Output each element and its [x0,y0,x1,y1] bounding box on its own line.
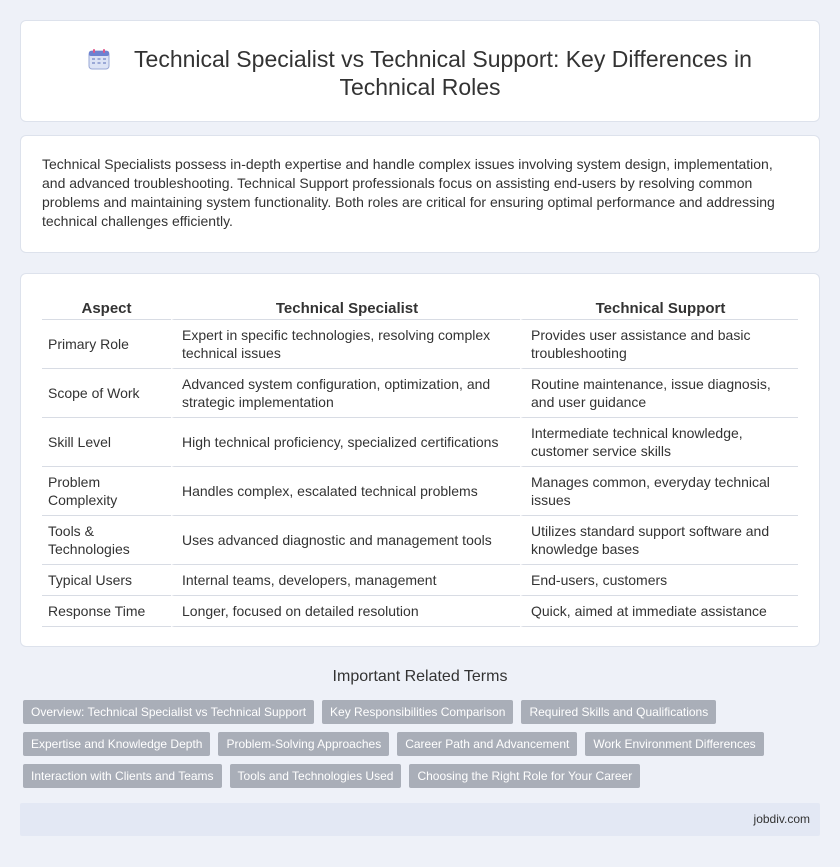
tag-row [23,700,803,724]
table-cell-aspect: Problem Complexity [42,467,171,516]
column-header-aspect: Aspect [42,296,171,320]
table-cell-aspect: Tools & Technologies [42,516,171,565]
comparison-table-card [20,273,820,647]
related-term-tag[interactable]: Problem-Solving Approaches [218,732,389,756]
table-row [42,320,798,369]
table-cell-specialist: Advanced system configuration, optimization, and strategic implementation [171,369,520,418]
table-cell-specialist: High technical proficiency, specialized certifications [171,418,520,467]
related-term-tag[interactable]: Career Path and Advancement [397,732,577,756]
table-cell-specialist: Internal teams, developers, management [171,565,520,596]
table-cell-aspect: Response Time [42,596,171,627]
related-term-tag[interactable]: Choosing the Right Role for Your Career [409,764,640,788]
table-row [42,418,798,467]
related-term-tag[interactable]: Work Environment Differences [585,732,763,756]
table-cell-support: Provides user assistance and basic troubleshooting [520,320,798,369]
related-term-tag[interactable]: Required Skills and Qualifications [521,700,716,724]
comparison-table [42,296,798,627]
related-terms-list [23,700,803,796]
tag-row [23,764,803,788]
table-row [42,596,798,627]
intro-card [20,135,820,253]
page-title [71,45,769,101]
table-cell-support: Quick, aimed at immediate assistance [520,596,798,627]
table-cell-aspect: Skill Level [42,418,171,467]
related-term-tag[interactable]: Expertise and Knowledge Depth [23,732,210,756]
table-cell-specialist: Longer, focused on detailed resolution [171,596,520,627]
intro-paragraph: Technical Specialists possess in-depth expertise and handle complex issues involving system design, implementation, and advanced troubleshooting. Technical Support professionals focus on assisting end-users by resolving common problems and maintaining system functionality. Both roles are critical for ensuring optimal performance and addressing technical challenges efficiently. [42,156,775,229]
table-cell-support: End-users, customers [520,565,798,596]
related-term-tag[interactable]: Key Responsibilities Comparison [322,700,513,724]
related-term-tag[interactable]: Interaction with Clients and Teams [23,764,222,788]
calendar-icon [88,48,110,70]
footer-site-link[interactable]: jobdiv.com [753,812,810,826]
page-title-text: Technical Specialist vs Technical Support: Key Differences in Technical Roles [134,46,752,100]
table-cell-support: Intermediate technical knowledge, customer service skills [520,418,798,467]
table-cell-specialist: Expert in specific technologies, resolving complex technical issues [171,320,520,369]
table-cell-specialist: Handles complex, escalated technical problems [171,467,520,516]
table-row [42,369,798,418]
table-cell-support: Utilizes standard support software and knowledge bases [520,516,798,565]
footer [20,803,820,836]
column-header-specialist: Technical Specialist [171,296,520,320]
column-header-support: Technical Support [520,296,798,320]
table-header-row [42,296,798,320]
related-terms-title: Important Related Terms [332,668,508,685]
header-card [20,20,820,122]
table-cell-support: Routine maintenance, issue diagnosis, and user guidance [520,369,798,418]
table-cell-aspect: Scope of Work [42,369,171,418]
table-cell-specialist: Uses advanced diagnostic and management tools [171,516,520,565]
related-term-tag[interactable]: Tools and Technologies Used [230,764,402,788]
table-cell-aspect: Typical Users [42,565,171,596]
title-wrap [71,45,769,101]
table-cell-aspect: Primary Role [42,320,171,369]
table-row [42,467,798,516]
related-term-tag[interactable]: Overview: Technical Specialist vs Technical Support [23,700,314,724]
table-cell-support: Manages common, everyday technical issues [520,467,798,516]
table-row [42,516,798,565]
table-row [42,565,798,596]
tag-row [23,732,803,756]
